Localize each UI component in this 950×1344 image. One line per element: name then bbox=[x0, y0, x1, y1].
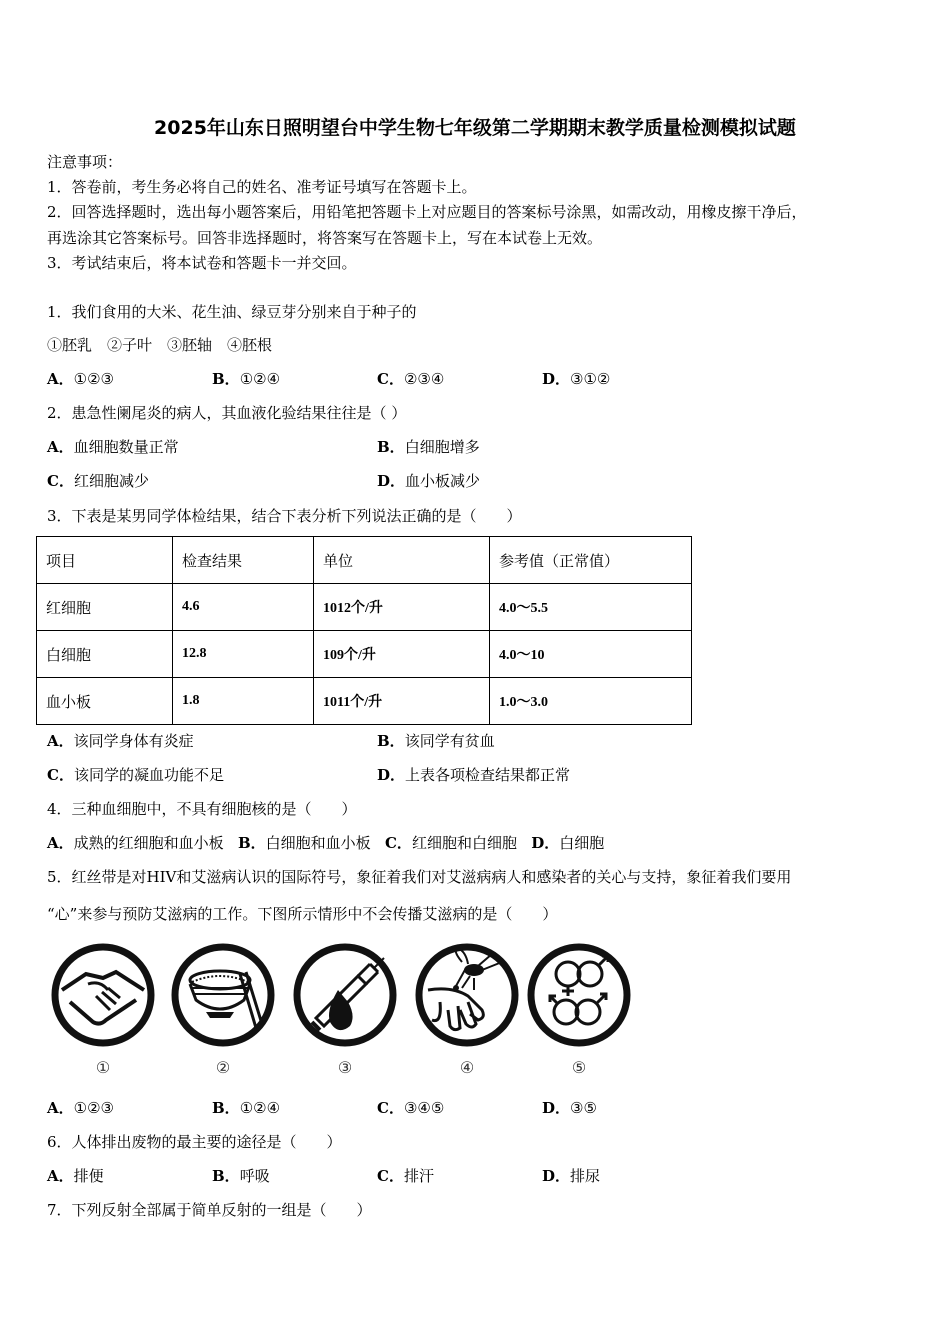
table-cell: 12.8 bbox=[173, 631, 314, 678]
notice-item: 2．回答选择题时，选出每小题答案后，用铅笔把答题卡上对应题目的答案标号涂黑，如需改动，用橡皮擦干净后， bbox=[47, 203, 807, 221]
table-cell: 1011个/升 bbox=[314, 678, 490, 725]
q3-option-c: C．该同学的凝血功能不足 bbox=[47, 766, 224, 784]
syringe-icon bbox=[290, 940, 400, 1090]
table-row bbox=[37, 678, 692, 725]
table-cell: 1012个/升 bbox=[314, 584, 490, 631]
q5-option-c: C．③④⑤ bbox=[377, 1099, 445, 1117]
table-header: 单位 bbox=[314, 537, 490, 584]
question-1-choices: ①胚乳 ②子叶 ③胚轴 ④胚根 bbox=[47, 336, 273, 354]
q2-option-d: D．血小板减少 bbox=[377, 472, 481, 490]
question-5-stem: 5．红丝带是对HIV和艾滋病认识的国际符号，象征着我们对艾滋病病人和感染者的关心与支持，象征着我们要用 bbox=[47, 868, 792, 886]
figure-label: ⑤ bbox=[571, 1058, 587, 1077]
q1-option-a: A．①②③ bbox=[47, 370, 114, 388]
table-cell: 红细胞 bbox=[37, 584, 173, 631]
q3-option-a: A．该同学身体有炎症 bbox=[47, 732, 194, 750]
table-cell: 4.6 bbox=[173, 584, 314, 631]
q2-option-c: C．红细胞减少 bbox=[47, 472, 149, 490]
table-header: 项目 bbox=[37, 537, 173, 584]
figure-label: ③ bbox=[337, 1058, 353, 1077]
table-header: 参考值（正常值） bbox=[490, 537, 692, 584]
page-title: 2025年山东日照明望台中学生物七年级第二学期期末教学质量检测模拟试题 bbox=[154, 117, 796, 139]
table-cell: 109个/升 bbox=[314, 631, 490, 678]
q5-option-d: D．③⑤ bbox=[542, 1099, 597, 1117]
figure-label: ④ bbox=[459, 1058, 475, 1077]
q5-option-b: B．①②④ bbox=[212, 1099, 281, 1117]
q1-option-c: C．②③④ bbox=[377, 370, 445, 388]
notice-item: 3．考试结束后，将本试卷和答题卡一并交回。 bbox=[47, 254, 357, 272]
q5-option-a: A．①②③ bbox=[47, 1099, 114, 1117]
q6-option-c: C．排汗 bbox=[377, 1167, 434, 1185]
handshake-icon bbox=[48, 940, 158, 1090]
q6-option-d: D．排尿 bbox=[542, 1167, 601, 1185]
q4-options: A．成熟的红细胞和血小板 B．白细胞和血小板 C．红细胞和白细胞 D．白细胞 bbox=[47, 834, 605, 852]
table-row bbox=[37, 584, 692, 631]
gender-symbols-icon bbox=[524, 940, 634, 1090]
question-5-stem: “心”来参与预防艾滋病的工作。下图所示情形中不会传播艾滋病的是（ ） bbox=[47, 905, 558, 923]
table-header: 检查结果 bbox=[173, 537, 314, 584]
question-6-stem: 6．人体排出废物的最主要的途径是（ ） bbox=[47, 1133, 342, 1151]
q2-option-b: B．白细胞增多 bbox=[377, 438, 480, 456]
notice-item: 再选涂其它答案标号。回答非选择题时，将答案写在答题卡上，写在本试卷上无效。 bbox=[47, 229, 603, 247]
question-2-stem: 2．患急性阑尾炎的病人，其血液化验结果往往是（ ） bbox=[47, 404, 407, 422]
table-header-row bbox=[37, 537, 692, 584]
q2-option-a: A．血细胞数量正常 bbox=[47, 438, 179, 456]
question-1-stem: 1．我们食用的大米、花生油、绿豆芽分别来自于种子的 bbox=[47, 303, 417, 321]
table-row bbox=[37, 631, 692, 678]
question-4-stem: 4．三种血细胞中，不具有细胞核的是（ ） bbox=[47, 800, 357, 818]
table-cell: 白细胞 bbox=[37, 631, 173, 678]
mosquito-icon bbox=[412, 940, 522, 1090]
rice-bowl-icon bbox=[168, 940, 278, 1090]
table-cell: 4.0～10 bbox=[490, 631, 692, 678]
q6-option-b: B．呼吸 bbox=[212, 1167, 270, 1185]
blood-test-table bbox=[36, 536, 692, 725]
notice-heading: 注意事项： bbox=[47, 153, 123, 171]
q3-option-d: D．上表各项检查结果都正常 bbox=[377, 766, 571, 784]
figure-label: ① bbox=[95, 1058, 111, 1077]
notice-item: 1．答卷前，考生务必将自己的姓名、准考证号填写在答题卡上。 bbox=[47, 178, 477, 196]
q1-option-d: D．③①② bbox=[542, 370, 611, 388]
table-cell: 血小板 bbox=[37, 678, 173, 725]
q3-option-b: B．该同学有贫血 bbox=[377, 732, 495, 750]
table-cell: 1.0～3.0 bbox=[490, 678, 692, 725]
q1-option-b: B．①②④ bbox=[212, 370, 281, 388]
question-7-stem: 7．下列反射全部属于简单反射的一组是（ ） bbox=[47, 1201, 372, 1219]
table-cell: 4.0～5.5 bbox=[490, 584, 692, 631]
figure-label: ② bbox=[215, 1058, 231, 1077]
q6-option-a: A．排便 bbox=[47, 1167, 104, 1185]
table-cell: 1.8 bbox=[173, 678, 314, 725]
question-3-stem: 3．下表是某男同学体检结果，结合下表分析下列说法正确的是（ ） bbox=[47, 507, 522, 525]
